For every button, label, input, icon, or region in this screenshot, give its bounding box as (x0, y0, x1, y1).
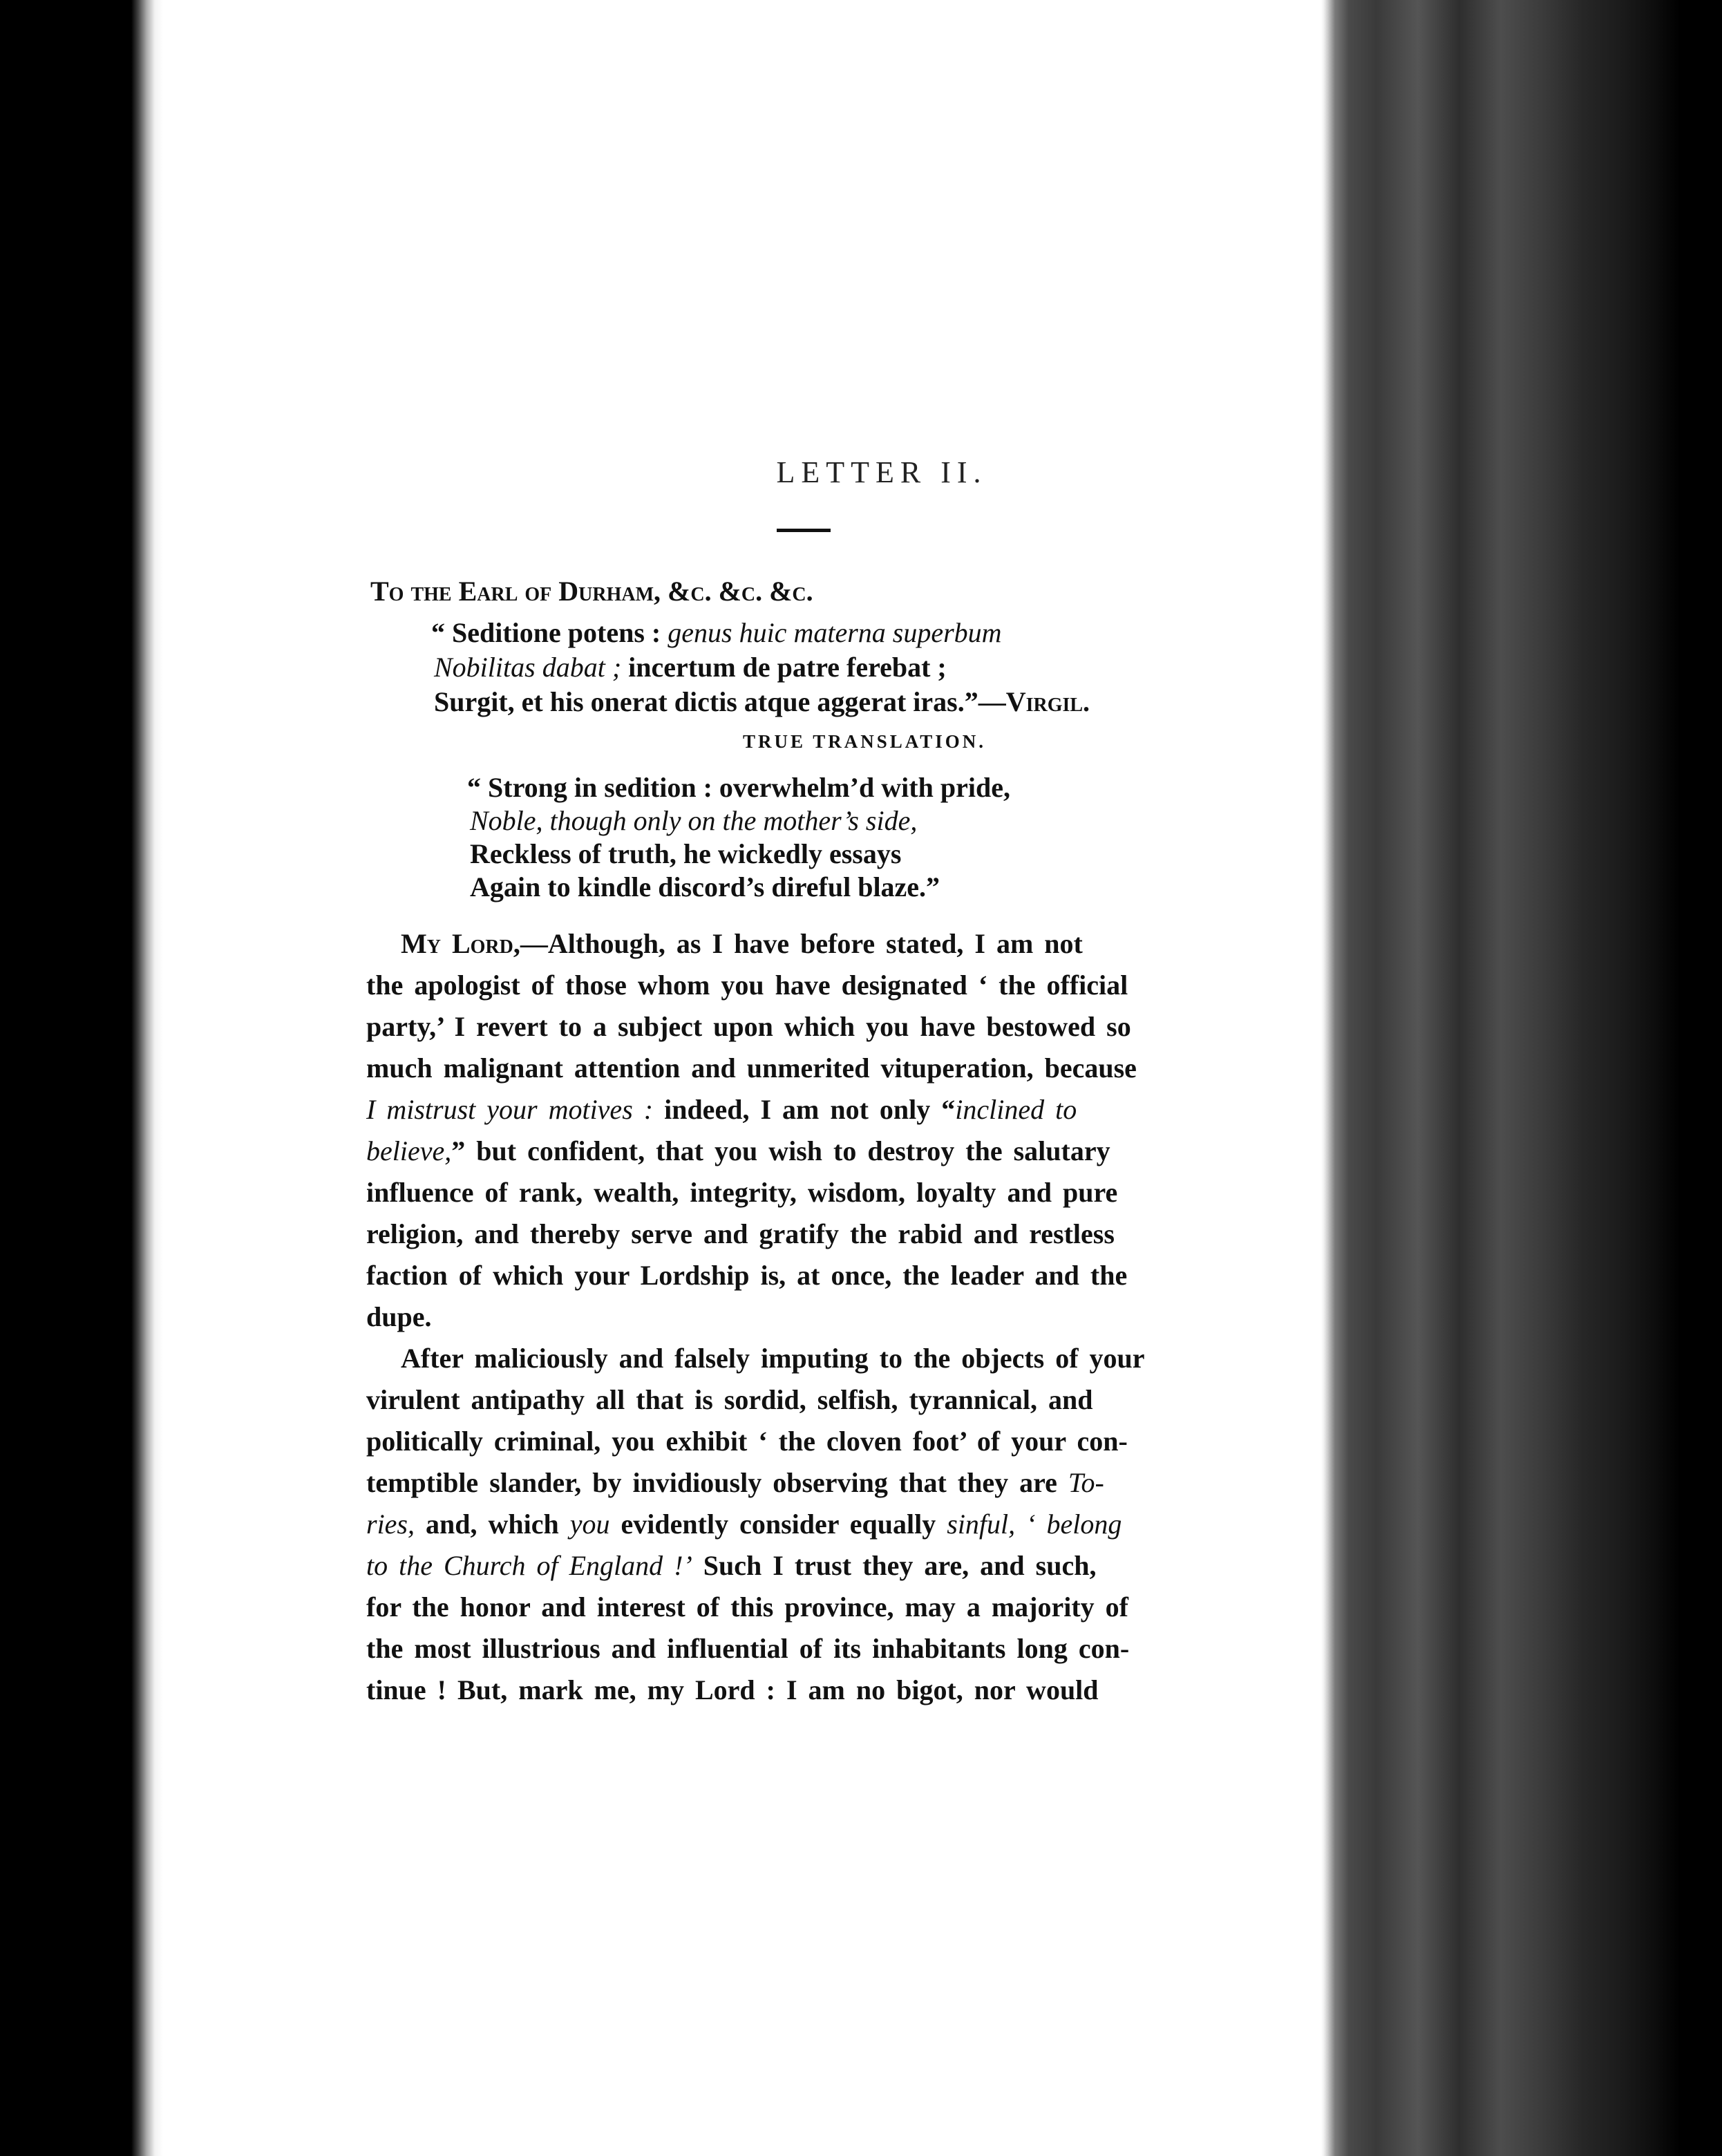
letter-heading: LETTER II. (776, 455, 987, 489)
body-line: party,’ I revert to a subject upon which you have bestowed so (366, 1011, 1131, 1042)
body-line: religion, and thereby serve and gratify the rabid and restless (366, 1218, 1115, 1249)
epigraph-text: Surgit, et his onerat dictis atque aggerat iras.”— (434, 686, 1006, 717)
body-line (366, 1133, 1110, 1169)
body-line: the apologist of those whom you have designated ‘ the official (366, 970, 1128, 1001)
body-line: politically criminal, you exhibit ‘ the cloven foot’ of your con- (366, 1426, 1128, 1457)
body-line: influence of rank, wealth, integrity, wisdom, loyalty and pure (366, 1177, 1118, 1208)
body-italic-text: you (569, 1509, 610, 1540)
salutation: My Lord, (401, 928, 520, 959)
translation-line: Reckless of truth, he wickedly essays (470, 838, 902, 869)
body-line (366, 1092, 1077, 1128)
body-italic-text: ries, (366, 1509, 415, 1540)
epigraph-italic-text: genus huic materna superbum (668, 617, 1002, 648)
body-italic-text: sinful, (947, 1509, 1016, 1540)
body-line (366, 1465, 1104, 1501)
translation-line: “ Strong in sedition : overwhelm’d with pride, (467, 772, 1010, 803)
body-text: ” but confident, that you wish to destroy the salutary (451, 1135, 1110, 1166)
body-line: the most illustrious and influential of its inhabitants long con- (366, 1633, 1130, 1664)
body-text: —Although, as I have before stated, I am not (520, 928, 1083, 959)
body-line: much malignant attention and unmerited vituperation, because (366, 1052, 1137, 1084)
body-line (366, 1506, 1122, 1542)
epigraph-italic-text: Nobilitas dabat ; (434, 652, 629, 683)
body-line: dupe. (366, 1301, 432, 1332)
body-line: virulent antipathy all that is sordid, selfish, tyrannical, and (366, 1384, 1093, 1415)
translation-line: Again to kindle discord’s direful blaze.” (470, 871, 940, 902)
letter-address: To the Earl of Durham, &c. &c. &c. (370, 576, 813, 607)
body-line (401, 926, 1083, 962)
body-italic-text: to the Church of England !’ (366, 1550, 692, 1581)
epigraph-latin-line (434, 650, 947, 685)
heading-rule (777, 529, 831, 532)
body-italic-text: ‘ belong (1015, 1509, 1122, 1540)
body-line: for the honor and interest of this province, may a majority of (366, 1591, 1128, 1623)
epigraph-latin-line (434, 684, 1090, 720)
body-line: faction of which your Lordship is, at once, the leader and the (366, 1260, 1128, 1291)
body-italic-text: believe, (366, 1135, 452, 1166)
body-italic-text: inclined to (955, 1094, 1077, 1125)
epigraph-attribution: Virgil. (1005, 686, 1090, 717)
body-line: tinue ! But, mark me, my Lord : I am no bigot, nor would (366, 1674, 1099, 1705)
body-text: Such I trust they are, and such, (692, 1550, 1097, 1581)
body-text: temptible slander, by invidiously observing that they are (366, 1467, 1068, 1498)
body-italic-text: I mistrust your motives : (366, 1094, 654, 1125)
epigraph-text: incertum de patre ferebat ; (628, 652, 947, 683)
translation-line: Noble, though only on the mother’s side, (470, 805, 918, 836)
body-italic-text: To- (1068, 1467, 1104, 1498)
epigraph-text: “ Seditione potens : (431, 617, 668, 648)
body-text: evidently consider equally (609, 1509, 947, 1540)
translation-title: TRUE TRANSLATION. (742, 731, 987, 752)
epigraph-latin-line (431, 615, 1002, 651)
body-text: indeed, I am not only “ (653, 1094, 956, 1125)
body-line (366, 1548, 1096, 1584)
body-text: and, which (415, 1509, 570, 1540)
body-line: After maliciously and falsely imputing to the objects of your (401, 1343, 1145, 1374)
